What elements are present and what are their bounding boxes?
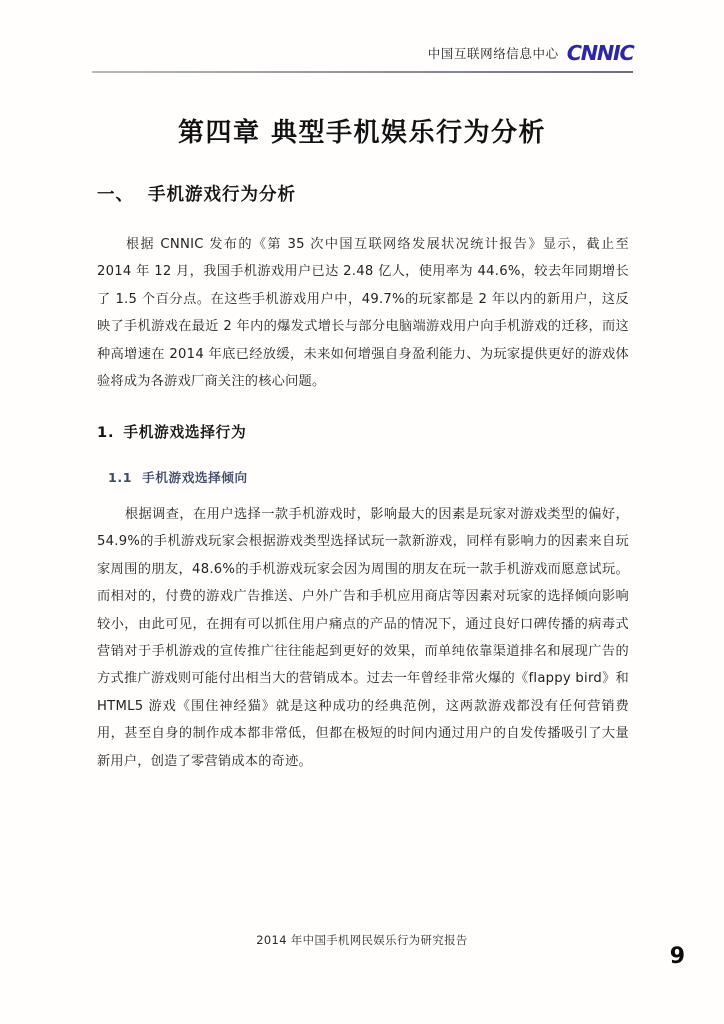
subheading-level2: [108, 467, 248, 486]
page-number: 9: [669, 944, 685, 969]
footer-report-title: 2014 年中国手机网民娱乐行为研究报告: [256, 933, 468, 947]
paragraph-intro: [97, 231, 629, 395]
subheading-level1-number: 1.: [97, 424, 115, 441]
paragraph-intro-text: 根据 CNNIC 发布的《第 35 次中国互联网络发展状况统计报告》显示，截止至 2014 年 12 月，我国手机游戏用户已达 2.48 亿人，使用率为 44.6%，较去年同期增长了 1.5 个百分点。在这些手机游戏用户中，49.7%的玩家都是 2 年以内的新用户，这反映了手机游戏在最近 2 年内的爆发式增长与部分电脑端游戏用户向手机游戏的迁移，而这种高增速在 2014 年底已经放缓，未来如何增强自身盈利能力、为玩家提供更好的游戏体验将成为各游戏厂商关注的核心问题。: [97, 237, 629, 390]
section-number: 一、: [97, 185, 134, 205]
cnnic-logo: CNNIC: [566, 41, 634, 65]
section-heading: [97, 181, 296, 206]
chapter-title: 第四章 典型手机娱乐行为分析: [177, 118, 547, 148]
subheading-level1: [97, 421, 246, 442]
subheading-level2-number: 1.1: [108, 470, 133, 485]
header-divider: [92, 71, 633, 73]
paragraph-body-text: 根据调查，在用户选择一款手机游戏时，影响最大的因素是玩家对游戏类型的偏好，54.9%的手机游戏玩家会根据游戏类型选择试玩一款新游戏，同样有影响力的因素来自玩家周围的朋友，48.6%的手机游戏玩家会因为周围的朋友在玩一款手机游戏而愿意试玩。而相对的，付费的游戏广告推送、户外广告和手机应用商店等因素对玩家的选择倾向影响较小，由此可见，在拥有可以抓住用户痛点的产品的情况下，通过良好口碑传播的病毒式营销对于手机游戏的宣传推广往往能起到更好的效果，而单纯依靠渠道排名和展现广告的方式推广游戏则可能付出相当大的营销成本。过去一年曾经非常火爆的《flappy bird》和 HTML5 游戏《围住神经猫》就是这种成功的经典范例，这两款游戏都没有任何营销费用，甚至自身的制作成本都非常低，但都在极短的时间内通过用户的自发传播吸引了大量新用户，创造了零营销成本的奇迹。: [97, 507, 629, 769]
header-brand-group: [92, 40, 632, 66]
subheading-level2-title: 手机游戏选择倾向: [142, 470, 248, 485]
section-title: 手机游戏行为分析: [148, 185, 296, 205]
paragraph-body: [97, 501, 629, 775]
organization-name-label: 中国互联网络信息中心: [427, 46, 559, 61]
page-header: [92, 40, 632, 74]
subheading-level1-title: 手机游戏选择行为: [123, 424, 247, 441]
